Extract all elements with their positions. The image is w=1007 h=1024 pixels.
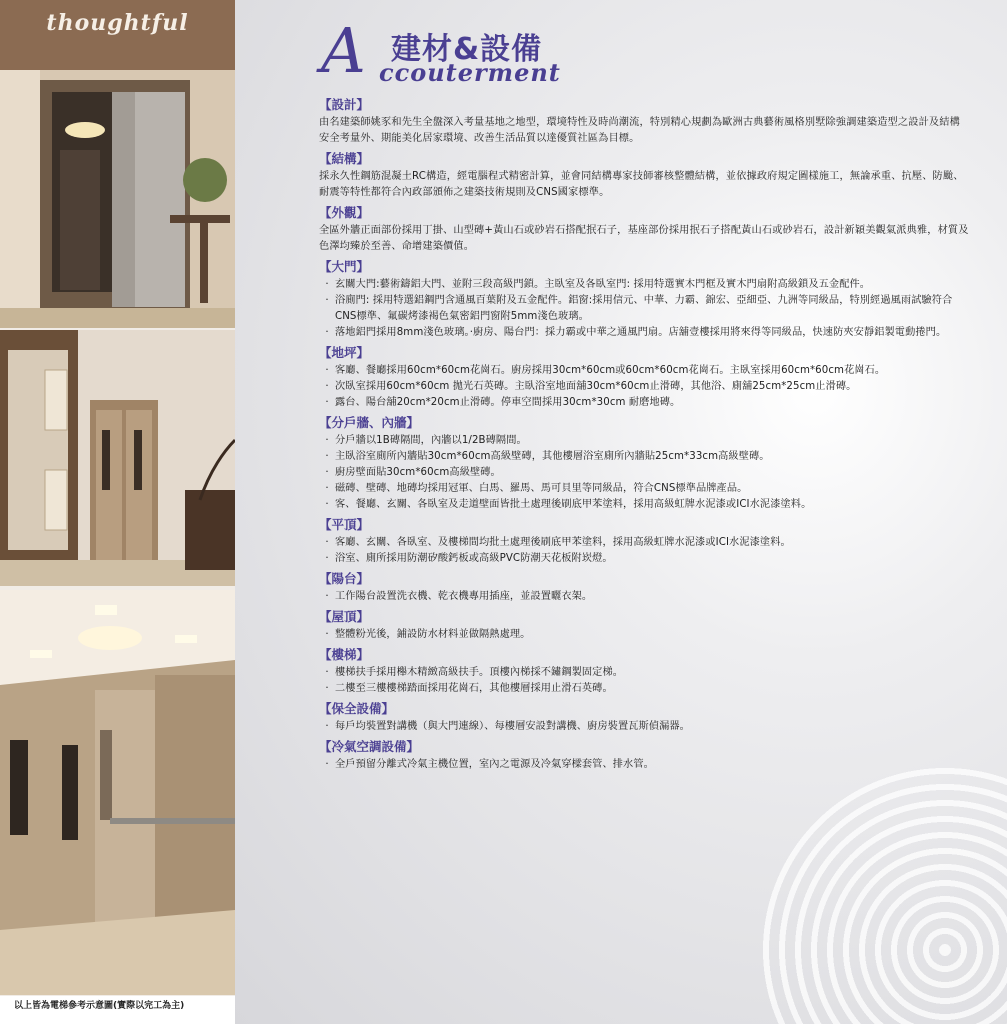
list-item-text: 廚房壁面貼30cm*60cm高級壁磚。: [335, 467, 501, 478]
brand-bar: [0, 0, 235, 70]
list-item: [319, 551, 969, 567]
section-heading: 【冷氣空調設備】: [319, 739, 420, 754]
bullet: ‧: [325, 553, 329, 564]
section-list: [319, 535, 969, 567]
section-heading: 【分戶牆、內牆】: [319, 415, 420, 430]
section-heading: 【設計】: [319, 97, 370, 112]
list-item-text: 全戶預留分離式冷氣主機位置，室內之電源及冷氣穿樑套管、排水管。: [335, 759, 654, 770]
list-item: [319, 589, 969, 605]
list-item: [319, 395, 969, 411]
list-item: [319, 465, 969, 481]
list-item: [319, 363, 969, 379]
section-balcony: [319, 570, 969, 605]
bullet: ‧: [325, 435, 329, 446]
section-flooring: [319, 344, 969, 411]
title-subtitle: ccouterment: [379, 58, 561, 87]
title-main: 建材&設備: [391, 32, 543, 67]
section-list: [319, 665, 969, 697]
list-item-text: 落地鋁門採用8mm淺色玻璃。‧廚房、陽台門：採力霸或中華之通風門扇。店舖壹樓採用將來得等同級品，快速防夾安靜鋁製電動捲門。: [335, 327, 947, 338]
section-list: [319, 589, 969, 605]
list-item-text: 客、餐廳、玄關、各臥室及走道壁面皆批土處理後刷底甲苯塗料，採用高級虹牌水泥漆或ICI水泥漆塗料。: [335, 499, 812, 510]
section-list: [319, 627, 969, 643]
list-item-text: 玄關大門:藝術鑄鋁大門、並附三段高級門鎖。主臥室及各臥室門: 採用特選實木門框及實木門扇附高級鎖及五金配件。: [335, 279, 871, 290]
section-heading: 【結構】: [319, 151, 370, 166]
section-heading: 【大門】: [319, 259, 370, 274]
bullet: ‧: [325, 537, 329, 548]
section-heading: 【地坪】: [319, 345, 370, 360]
list-item: [319, 757, 969, 773]
list-item: [319, 535, 969, 551]
bullet: ‧: [325, 381, 329, 392]
bullet: ‧: [325, 499, 329, 510]
section-paragraph: 採永久性鋼筋混凝土RC構造，經電腦程式精密計算，並會同結構專家技師審核整體結構，並依據政府規定圖樣施工，無論承重、抗壓、防颱、耐震等特性都符合內政部頒佈之建築技術規則及CNS國家標準。: [319, 171, 964, 198]
section-heading: 【屋頂】: [319, 609, 370, 624]
section-heading: 【樓梯】: [319, 647, 370, 662]
bullet: ‧: [325, 327, 329, 338]
section-heading: 【保全設備】: [319, 701, 395, 716]
list-item-text: 分戶牆以1B磚隔間，內牆以1/2B磚隔間。: [335, 435, 527, 446]
list-item: [319, 681, 969, 697]
list-item: [319, 379, 969, 395]
bullet: ‧: [325, 629, 329, 640]
list-item-text: 二樓至三樓樓梯踏面採用花崗石，其他樓層採用止滑石英磚。: [335, 683, 613, 694]
section-ceiling: [319, 516, 969, 567]
bullet: ‧: [325, 295, 329, 306]
section-list: [319, 433, 969, 513]
section-heading: 【平頂】: [319, 517, 370, 532]
bullet: ‧: [325, 591, 329, 602]
bullet: ‧: [325, 397, 329, 408]
list-item: [319, 719, 969, 735]
list-item-text: 客廳、餐廳採用60cm*60cm花崗石。廚房採用30cm*60cm或60cm*60cm花崗石。主臥室採用60cm*60cm花崗石。: [335, 365, 886, 376]
section-list: [319, 363, 969, 411]
list-item-text: 每戶均裝置對講機（與大門連線）、每樓層安設對講機、廚房裝置瓦斯偵漏器。: [335, 721, 690, 732]
section-security: [319, 700, 969, 735]
list-item-text: 磁磚、壁磚、地磚均採用冠軍、白馬、羅馬、馬可貝里等同級品，符合CNS標準品牌產品。: [335, 483, 748, 494]
list-item-text: 客廳、玄關、各臥室、及樓梯間均批土處理後刷底甲苯塗料，採用高級虹牌水泥漆或ICI水泥漆塗料。: [335, 537, 791, 548]
spec-content: [235, 0, 1007, 1024]
elevator-door-photo: [0, 330, 235, 586]
list-item-text: 工作陽台設置洗衣機、乾衣機專用插座，並設置曬衣架。: [335, 591, 593, 602]
elevator-cabin-photo: [0, 590, 235, 995]
bullet: ‧: [325, 483, 329, 494]
list-item-text: 樓梯扶手採用櫸木精緻高級扶手。頂樓內梯採不鏽鋼製固定梯。: [335, 667, 624, 678]
bullet: ‧: [325, 667, 329, 678]
list-item: [319, 293, 969, 325]
spec-sections: [319, 96, 969, 776]
list-item: [319, 627, 969, 643]
section-list: [319, 277, 969, 341]
section-doors: [319, 258, 969, 341]
bullet: ‧: [325, 451, 329, 462]
list-item: [319, 665, 969, 681]
section-exterior: [319, 204, 969, 255]
section-paragraph: 全區外牆正面部份採用丁掛、山型磚+黃山石或砂岩石搭配抿石子，基座部份採用抿石子搭配黃山石或砂岩石，設計新穎美觀氣派典雅，材質及色澤均臻於至善、命增建築價值。: [319, 225, 969, 252]
bullet: ‧: [325, 467, 329, 478]
list-item-text: 次臥室採用60cm*60cm 拋光石英磚。主臥浴室地面舖30cm*60cm止滑磚，其他浴、廁舖25cm*25cm止滑磚。: [335, 381, 857, 392]
page-title: [321, 14, 641, 90]
list-item-text: 露台、陽台舖20cm*20cm止滑磚。停車空間採用30cm*30cm 耐磨地磚。: [335, 397, 681, 408]
list-item-text: 整體粉光後，鋪設防水材料並做隔熱處理。: [335, 629, 531, 640]
list-item: [319, 433, 969, 449]
bullet: ‧: [325, 683, 329, 694]
bullet: ‧: [325, 759, 329, 770]
section-structure: [319, 150, 969, 201]
section-roof: [319, 608, 969, 643]
list-item-text: 主臥浴室廁所內牆貼30cm*60cm高級壁磚，其他樓層浴室廁所內牆貼25cm*33cm高級壁磚。: [335, 451, 770, 462]
section-heading: 【陽台】: [319, 571, 370, 586]
bullet: ‧: [325, 721, 329, 732]
list-item: [319, 497, 969, 513]
section-stairs: [319, 646, 969, 697]
section-air-conditioning: [319, 738, 969, 773]
section-list: [319, 719, 969, 735]
photo-column: [0, 0, 235, 1024]
photo-caption: 以上皆為電梯參考示意圖(實際以完工為主): [0, 996, 235, 1024]
list-item: [319, 277, 969, 293]
section-design: [319, 96, 969, 147]
section-walls: [319, 414, 969, 513]
list-item: [319, 325, 969, 341]
bullet: ‧: [325, 365, 329, 376]
list-item: [319, 449, 969, 465]
list-item: [319, 481, 969, 497]
decorative-rings: [755, 760, 1007, 1024]
list-item-text: 浴室、廁所採用防潮矽酸鈣板或高級PVC防潮天花板附崁燈。: [335, 553, 613, 564]
section-list: [319, 757, 969, 773]
bullet: ‧: [325, 279, 329, 290]
brand-word: thoughtful: [46, 10, 189, 36]
section-paragraph: 由名建築師姚豕和先生全盤深入考量基地之地型，環境特性及時尚潮流，特別精心規劃為歐洲古典藝術風格別墅除強調建築造型之設計及結構安全考量外、期能美化居家環境、改善生活品質以達優質社區為目標。: [319, 117, 960, 144]
lobby-elevator-photo: [0, 70, 235, 328]
list-item-text: 浴廁門: 採用特選鋁鋼門含通風百葉附及五金配件。鋁窗:採用信元、中華、力霸、錦宏、亞細亞、九洲等同級品，特別經過風雨試驗符合CNS標準、氟碳烤漆褐色氣密鋁門窗附5mm淺色玻璃。: [335, 295, 953, 322]
section-heading: 【外觀】: [319, 205, 370, 220]
title-initial: A: [321, 14, 366, 87]
